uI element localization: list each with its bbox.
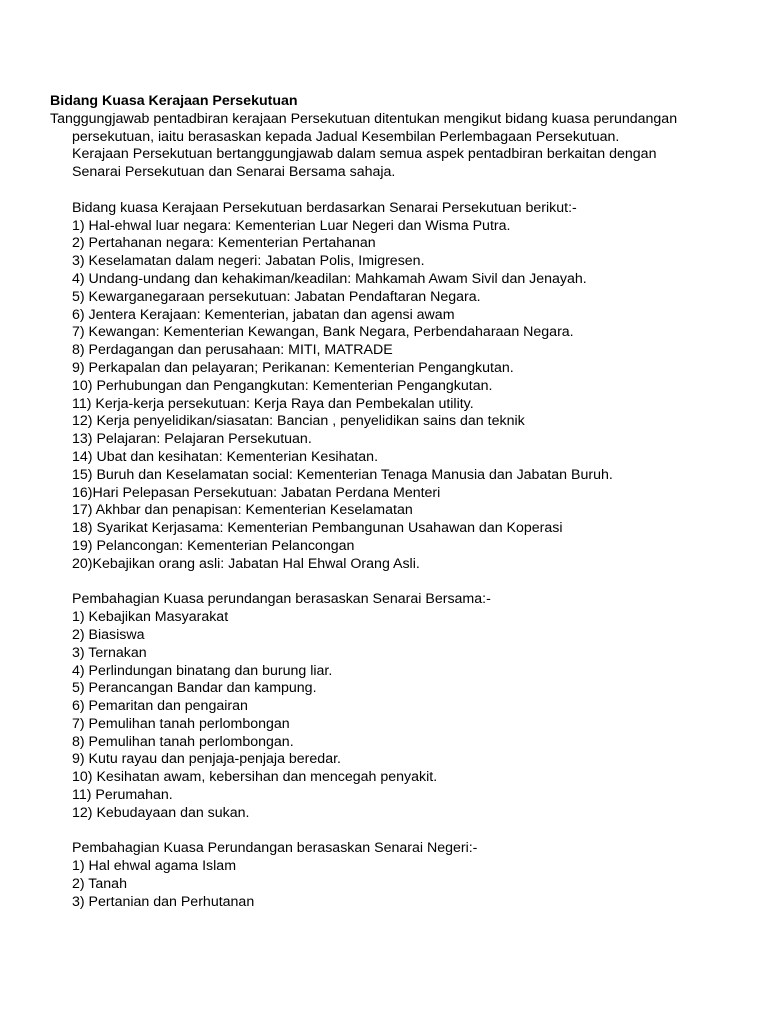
federal-list-item: 3) Keselamatan dalam negeri: Jabatan Polis, Imigresen. [72,253,425,270]
federal-list-item: 8) Perdagangan dan perusahaan: MITI, MATRADE [72,342,393,359]
concurrent-list-item: 6) Pemaritan dan pengairan [72,698,248,715]
federal-list-item: 20)Kebajikan orang asli: Jabatan Hal Ehwal Orang Asli. [72,555,420,572]
concurrent-list-item: 1) Kebajikan Masyarakat [72,609,229,626]
federal-list-item: 6) Jentera Kerajaan: Kementerian, jabatan dan agensi awam [72,306,455,323]
federal-list-item: 1) Hal-ehwal luar negara: Kementerian Luar Negeri dan Wisma Putra. [72,217,511,234]
federal-list-item: 17) Akhbar dan penapisan: Kementerian Keselamatan [72,502,413,519]
blank-line [50,823,740,841]
intro-line: Tanggungjawab pentadbiran kerajaan Persekutuan ditentukan mengikut bidang kuasa perundangan [50,110,678,127]
concurrent-list-item: 9) Kutu rayau dan penjaja-penjaja beredar. [72,751,341,768]
federal-list-item: 4) Undang-undang dan kehakiman/keadilan: Mahkamah Awam Sivil dan Jenayah. [72,270,587,287]
federal-list-item: 15) Buruh dan Keselamatan social: Kementerian Tenaga Manusia dan Jabatan Buruh. [72,466,613,483]
federal-list-item: 11) Kerja-kerja persekutuan: Kerja Raya dan Pembekalan utility. [72,395,474,412]
intro-line: Kerajaan Persekutuan bertanggungjawab dalam semua aspek pentadbiran berkaitan dengan [72,146,657,163]
state-list-item: 1) Hal ehwal agama Islam [72,858,237,875]
federal-list-item: 19) Pelancongan: Kementerian Pelancongan [72,537,355,554]
intro-line: Senarai Persekutuan dan Senarai Bersama sahaja. [72,164,396,181]
intro-line: persekutuan, iaitu berasaskan kepada Jadual Kesembilan Perlembagaan Persekutuan. [72,128,620,145]
federal-list-item: 13) Pelajaran: Pelajaran Persekutuan. [72,431,312,448]
blank-line [50,574,740,592]
concurrent-list-item: 3) Ternakan [72,644,147,661]
federal-list-item: 7) Kewangan: Kementerian Kewangan, Bank Negara, Perbendaharaan Negara. [72,324,574,341]
concurrent-list-item: 2) Biasiswa [72,626,145,643]
concurrent-list-heading: Pembahagian Kuasa perundangan berasaskan Senarai Bersama:- [72,591,491,608]
concurrent-list-item: 5) Perancangan Bandar dan kampung. [72,680,317,697]
concurrent-list-item: 7) Pemulihan tanah perlombongan [72,715,290,732]
state-list-item: 3) Pertanian dan Perhutanan [72,893,255,910]
federal-list-item: 2) Pertahanan negara: Kementerian Pertahanan [72,235,376,252]
federal-list-item: 5) Kewarganegaraan persekutuan: Jabatan Pendaftaran Negara. [72,288,481,305]
federal-list-item: 18) Syarikat Kerjasama: Kementerian Pembangunan Usahawan dan Koperasi [72,520,563,537]
federal-list-heading: Bidang kuasa Kerajaan Persekutuan berdasarkan Senarai Persekutuan berikut:- [72,199,577,216]
document-title: Bidang Kuasa Kerajaan Persekutuan [50,93,298,109]
document-page [50,93,740,912]
concurrent-list-item: 10) Kesihatan awam, kebersihan dan mencegah penyakit. [72,769,438,786]
concurrent-list-item: 4) Perlindungan binatang dan burung liar. [72,662,333,679]
blank-line [50,182,740,200]
federal-list-item: 9) Perkapalan dan pelayaran; Perikanan: Kementerian Pengangkutan. [72,359,514,376]
state-list-heading: Pembahagian Kuasa Perundangan berasaskan Senarai Negeri:- [72,840,478,857]
concurrent-list-item: 8) Pemulihan tanah perlombongan. [72,733,294,750]
state-list-item: 2) Tanah [72,876,127,893]
concurrent-list-item: 11) Perumahan. [72,787,173,804]
concurrent-list-item: 12) Kebudayaan dan sukan. [72,804,250,821]
federal-list-item: 16)Hari Pelepasan Persekutuan: Jabatan Perdana Menteri [72,484,441,501]
federal-list-item: 14) Ubat dan kesihatan: Kementerian Kesihatan. [72,448,379,465]
federal-list-item: 12) Kerja penyelidikan/siasatan: Bancian , penyelidikan sains dan teknik [72,413,525,430]
federal-list-item: 10) Perhubungan dan Pengangkutan: Kementerian Pengangkutan. [72,377,493,394]
